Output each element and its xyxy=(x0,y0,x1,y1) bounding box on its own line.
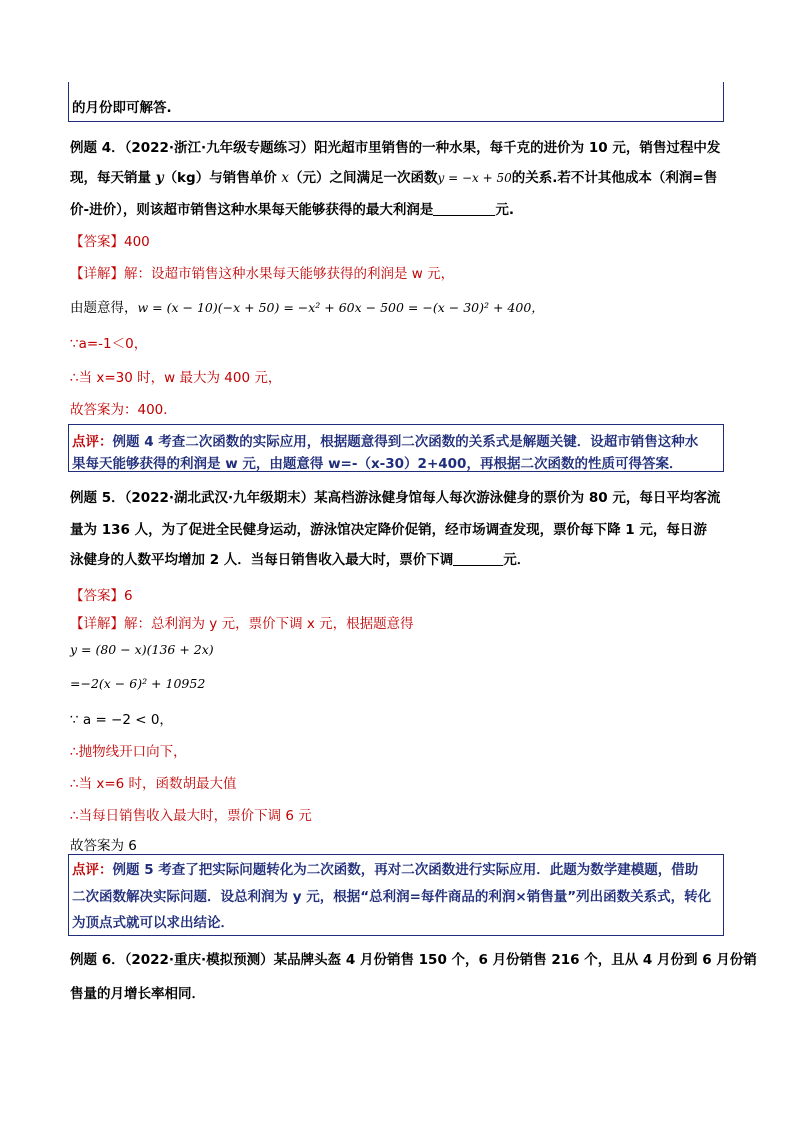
ex5-comment-line3: 为顶点式就可以求出结论． xyxy=(72,915,234,931)
ex5-comment-line2: 二次函数解决实际问题．设总利润为 y 元，根据“总利润=每件商品的利润×销售量”列出函数关系式，转化 xyxy=(72,889,712,905)
ex5-opens: ∴抛物线开口向下， xyxy=(70,744,187,760)
ex5-answer-blank xyxy=(453,551,503,566)
ex5-final: 故答案为 6 xyxy=(70,838,137,854)
ex5-question-line3: 泳健身的人数平均增加 2 人．当每日销售收入最大时，票价下调 元． xyxy=(70,552,531,568)
ex4-comment-line1: 点评：例题 4 考查二次函数的实际应用，根据题意得到二次函数的关系式是解题关键．设超市销售这种水 xyxy=(72,434,699,450)
ex4-equation: 由题意得，w = (x − 10)(−x + 50) = −x² + 60x − 500 = −(x − 30)² + 400， xyxy=(70,300,544,316)
ex4-question-line1: 例题 4．（2022·浙江·九年级专题练习）阳光超市里销售的一种水果，每千克的进价为 10 元，销售过程中发 xyxy=(70,140,721,156)
ex5-answer: 【答案】6 xyxy=(70,588,133,604)
ex4-question-line3: 价-进价），则该超市销售这种水果每天能够获得的最大利润是 元. xyxy=(70,202,514,218)
ex5-question-line1: 例题 5．（2022·湖北武汉·九年级期末）某高档游泳健身馆每人每次游泳健身的票价为 80 元，每日平均客流 xyxy=(70,490,721,506)
ex5-question-line2: 量为 136 人，为了促进全民健身运动，游泳馆决定降价促销，经市场调查发现，票价每下降 1 元，每日游 xyxy=(70,522,707,538)
ex5-therefore2: ∴当每日销售收入最大时，票价下调 6 元 xyxy=(70,808,312,824)
ex5-therefore1: ∴当 x=6 时，函数胡最大值 xyxy=(70,776,237,792)
ex5-equation1: y = (80 − x)(136 + 2x) xyxy=(70,642,214,657)
ex4-detail: 【详解】解：设超市销售这种水果每天能够获得的利润是 w 元， xyxy=(70,266,455,282)
continued-text: 的月份即可解答. xyxy=(72,100,172,116)
ex5-comment-line1: 点评：例题 5 考查了把实际问题转化为二次函数，再对二次函数进行实际应用．此题为数学建模题，借助 xyxy=(72,862,699,878)
ex4-answer: 【答案】400 xyxy=(70,234,150,250)
ex5-since: ∵ a = −2 < 0， xyxy=(70,712,173,728)
ex4-therefore: ∴当 x=30 时，w 最大为 400 元， xyxy=(70,370,282,386)
ex6-question-line1: 例题 6．（2022·重庆·模拟预测）某品牌头盔 4 月份销售 150 个，6 月份销售 216 个，且从 4 月份到 6 月份销 xyxy=(70,952,757,968)
ex4-final: 故答案为：400． xyxy=(70,402,177,418)
ex4-question-line2: 现，每天销量 y（kg）与销售单价 x（元）之间满足一次函数y = −x + 50的关系.若不计其他成本（利润=售 xyxy=(70,170,718,186)
ex5-equation2: =−2(x − 6)² + 10952 xyxy=(70,676,206,691)
ex4-comment-line2: 果每天能够获得的利润是 w 元，由题意得 w=-（x-30）2+400，再根据二次函数的性质可得答案． xyxy=(72,456,683,472)
ex4-since: ∵a=-1＜0， xyxy=(70,336,148,352)
ex6-question-line2: 售量的月增长率相同． xyxy=(70,986,205,1002)
ex4-answer-blank xyxy=(433,201,495,216)
ex4-function-formula: y = −x + 50 xyxy=(437,171,512,185)
ex5-detail: 【详解】解：总利润为 y 元，票价下调 x 元，根据题意得 xyxy=(70,616,414,632)
